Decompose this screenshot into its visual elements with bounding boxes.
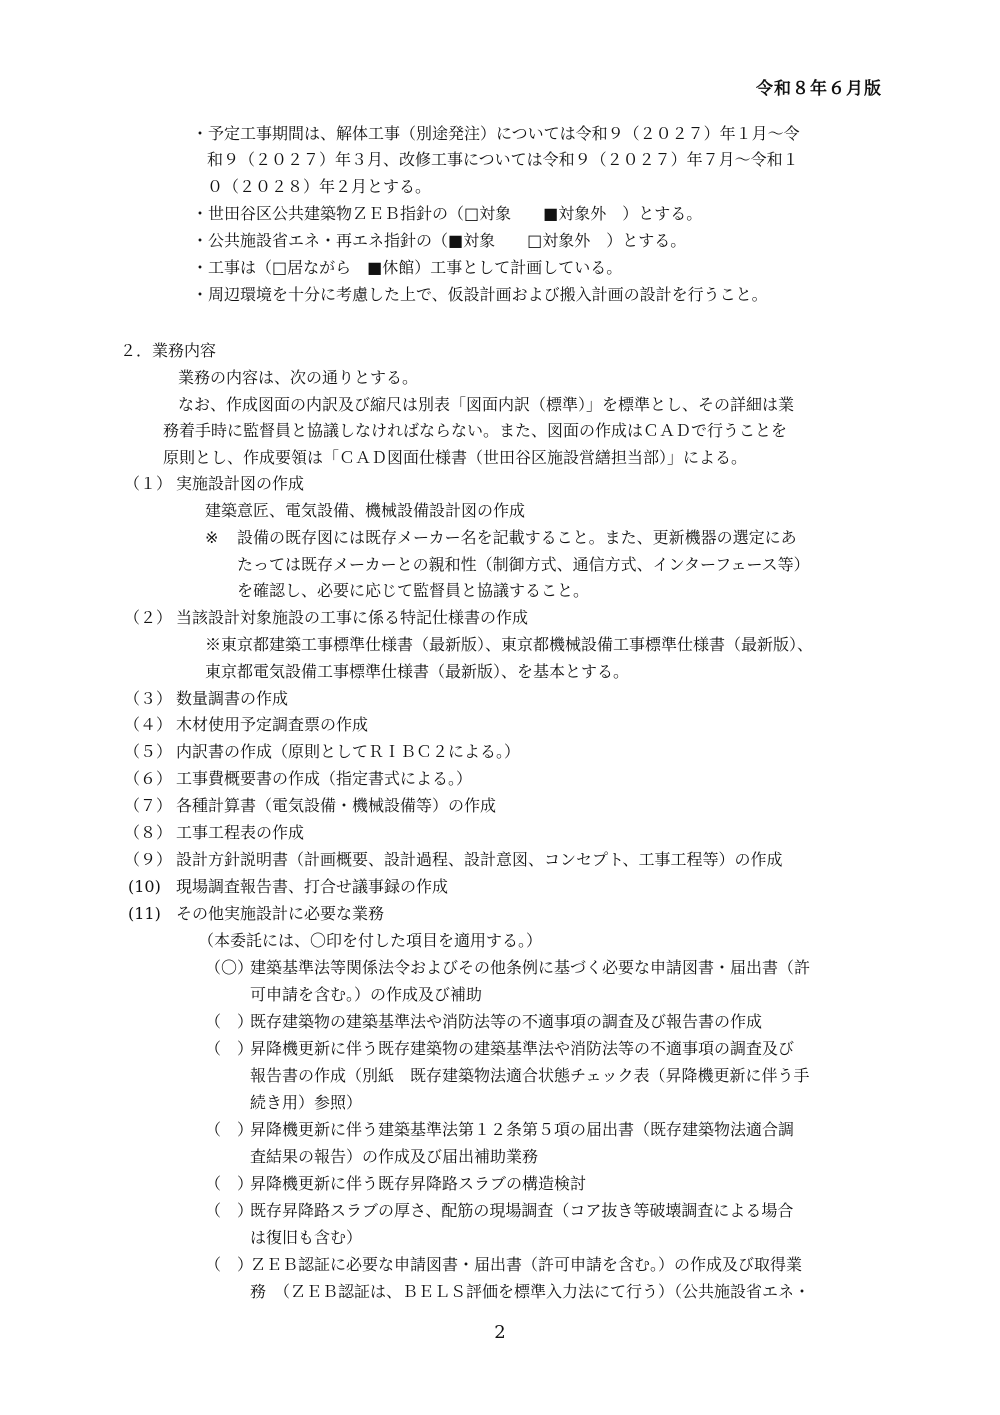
item-number: (10): [128, 877, 161, 896]
note-line-3: を確認し、必要に応じて監督員と協議すること。: [237, 581, 590, 600]
item-number: （１）: [124, 474, 173, 493]
item-title: 各種計算書（電気設備・機械設備等）の作成: [176, 796, 497, 815]
subitem-mark: （ ）: [205, 1255, 254, 1274]
subitem-mark: （ ）: [205, 1201, 254, 1220]
subitem-line: 続き用）参照）: [250, 1093, 363, 1112]
item-number: （２）: [124, 608, 173, 627]
item-number: （４）: [124, 715, 173, 734]
subitem-line: は復旧も含む）: [250, 1228, 363, 1247]
environment-bullet: ・周辺環境を十分に考慮した上で、仮設計画および搬入計画の設計を行うこと。: [192, 285, 768, 304]
subitem-mark: （ ）: [205, 1039, 254, 1058]
spec-note-line-1: ※東京都建築工事標準仕様書（最新版）、東京都機械設備工事標準仕様書（最新版）、: [205, 635, 814, 654]
note-mark: ※: [205, 528, 219, 547]
subitem-line: 務 （ＺＥＢ認証は、ＢＥＬＳ評価を標準入力法にて行う）（公共施設省エネ・: [250, 1282, 811, 1301]
item-number: （５）: [124, 742, 173, 761]
note-line-2: たっては既存メーカーとの親和性（制御方式、通信方式、インターフェース等）: [237, 555, 810, 574]
subitem-line: 昇降機更新に伴う建築基準法第１２条第５項の届出書（既存建築物法適合調: [250, 1120, 795, 1139]
item-number: （７）: [124, 796, 173, 815]
spec-note-line-2: 東京都電気設備工事標準仕様書（最新版）、を基本とする。: [205, 662, 630, 681]
subitem-line: 建築基準法等関係法令およびその他条例に基づく必要な申請図書・届出書（許: [250, 958, 811, 977]
subitem-line: 昇降機更新に伴う既存昇降路スラブの構造検討: [250, 1174, 587, 1193]
note-line-1: 設備の既存図には既存メーカー名を記載すること。また、更新機器の選定にあ: [237, 528, 797, 547]
item-subtext: 建築意匠、電気設備、機械設備設計図の作成: [205, 501, 526, 520]
version-label: 令和８年６月版: [756, 79, 882, 99]
item-number: （９）: [124, 850, 173, 869]
item-title: 実施設計図の作成: [176, 474, 305, 493]
item-number: （６）: [124, 769, 173, 788]
item-title: 数量調書の作成: [176, 689, 289, 708]
subitem-line: 昇降機更新に伴う既存建築物の建築基準法や消防法等の不適事項の調査及び: [250, 1039, 795, 1058]
item-title: 内訳書の作成（原則としてＲＩＢＣ２による。）: [176, 742, 521, 761]
schedule-bullet-line-1: ・予定工事期間は、解体工事（別途発注）については令和９（２０２７）年１月～令: [192, 124, 800, 143]
section-paragraph-2-line-3: 原則とし、作成要領は「ＣＡＤ図面仕様書（世田谷区施設営繕担当部）」による。: [163, 448, 748, 467]
subitem-mark: （ ）: [205, 1174, 254, 1193]
page-number: 2: [494, 1322, 506, 1343]
subitem-mark: （〇）: [205, 958, 254, 977]
subitem-line: ＺＥＢ認証に必要な申請図書・届出書（許可申請を含む。）の作成及び取得業: [250, 1255, 803, 1274]
section-paragraph-2-line-2: 務着手時に監督員と協議しなければならない。また、図面の作成はＣＡＤで行うことを: [163, 421, 788, 440]
item-title: その他実施設計に必要な業務: [176, 904, 385, 923]
section-paragraph-1: 業務の内容は、次の通りとする。: [178, 368, 419, 387]
subitem-line: 既存建築物の建築基準法や消防法等の不適事項の調査及び報告書の作成: [250, 1012, 763, 1031]
item-title: 現場調査報告書、打合せ議事録の作成: [176, 877, 449, 896]
section-paragraph-2-line-1: なお、作成図面の内訳及び縮尺は別表「図面内訳（標準）」を標準とし、その詳細は業: [178, 395, 795, 414]
subitem-line: 査結果の報告）の作成及び届出補助業務: [250, 1147, 539, 1166]
subitem-line: 可申請を含む。）の作成及び補助: [250, 985, 483, 1004]
item-title: 木材使用予定調査票の作成: [176, 715, 369, 734]
item-number: (11): [128, 904, 161, 923]
construction-mode-bullet: ・工事は（□居ながら ■休館）工事として計画している。: [192, 258, 623, 277]
item-title: 工事工程表の作成: [176, 823, 305, 842]
item-title: 工事費概要書の作成（指定書式による。）: [176, 769, 473, 788]
item-number: （８）: [124, 823, 173, 842]
section-heading: ２．業務内容: [120, 341, 217, 360]
schedule-bullet-line-3: ０（２０２８）年２月とする。: [207, 177, 432, 196]
zeb-guideline-bullet: ・世田谷区公共建築物ＺＥＢ指針の（□対象 ■対象外 ）とする。: [192, 204, 703, 223]
applicability-note: （本委託には、〇印を付した項目を適用する。）: [198, 931, 543, 950]
subitem-line: 既存昇降路スラブの厚さ、配筋の現場調査（コア抜き等破壊調査による場合: [250, 1201, 794, 1220]
subitem-mark: （ ）: [205, 1120, 254, 1139]
item-title: 設計方針説明書（計画概要、設計過程、設計意図、コンセプト、工事工程等）の作成: [176, 850, 783, 869]
subitem-mark: （ ）: [205, 1012, 254, 1031]
item-title: 当該設計対象施設の工事に係る特記仕様書の作成: [176, 608, 529, 627]
schedule-bullet-line-2: 和９（２０２７）年３月、改修工事については令和９（２０２７）年７月～令和１: [207, 150, 799, 169]
energy-guideline-bullet: ・公共施設省エネ・再エネ指針の（■対象 □対象外 ）とする。: [192, 231, 687, 250]
item-number: （３）: [124, 689, 173, 708]
subitem-line: 報告書の作成（別紙 既存建築物法適合状態チェック表（昇降機更新に伴う手: [250, 1066, 810, 1085]
